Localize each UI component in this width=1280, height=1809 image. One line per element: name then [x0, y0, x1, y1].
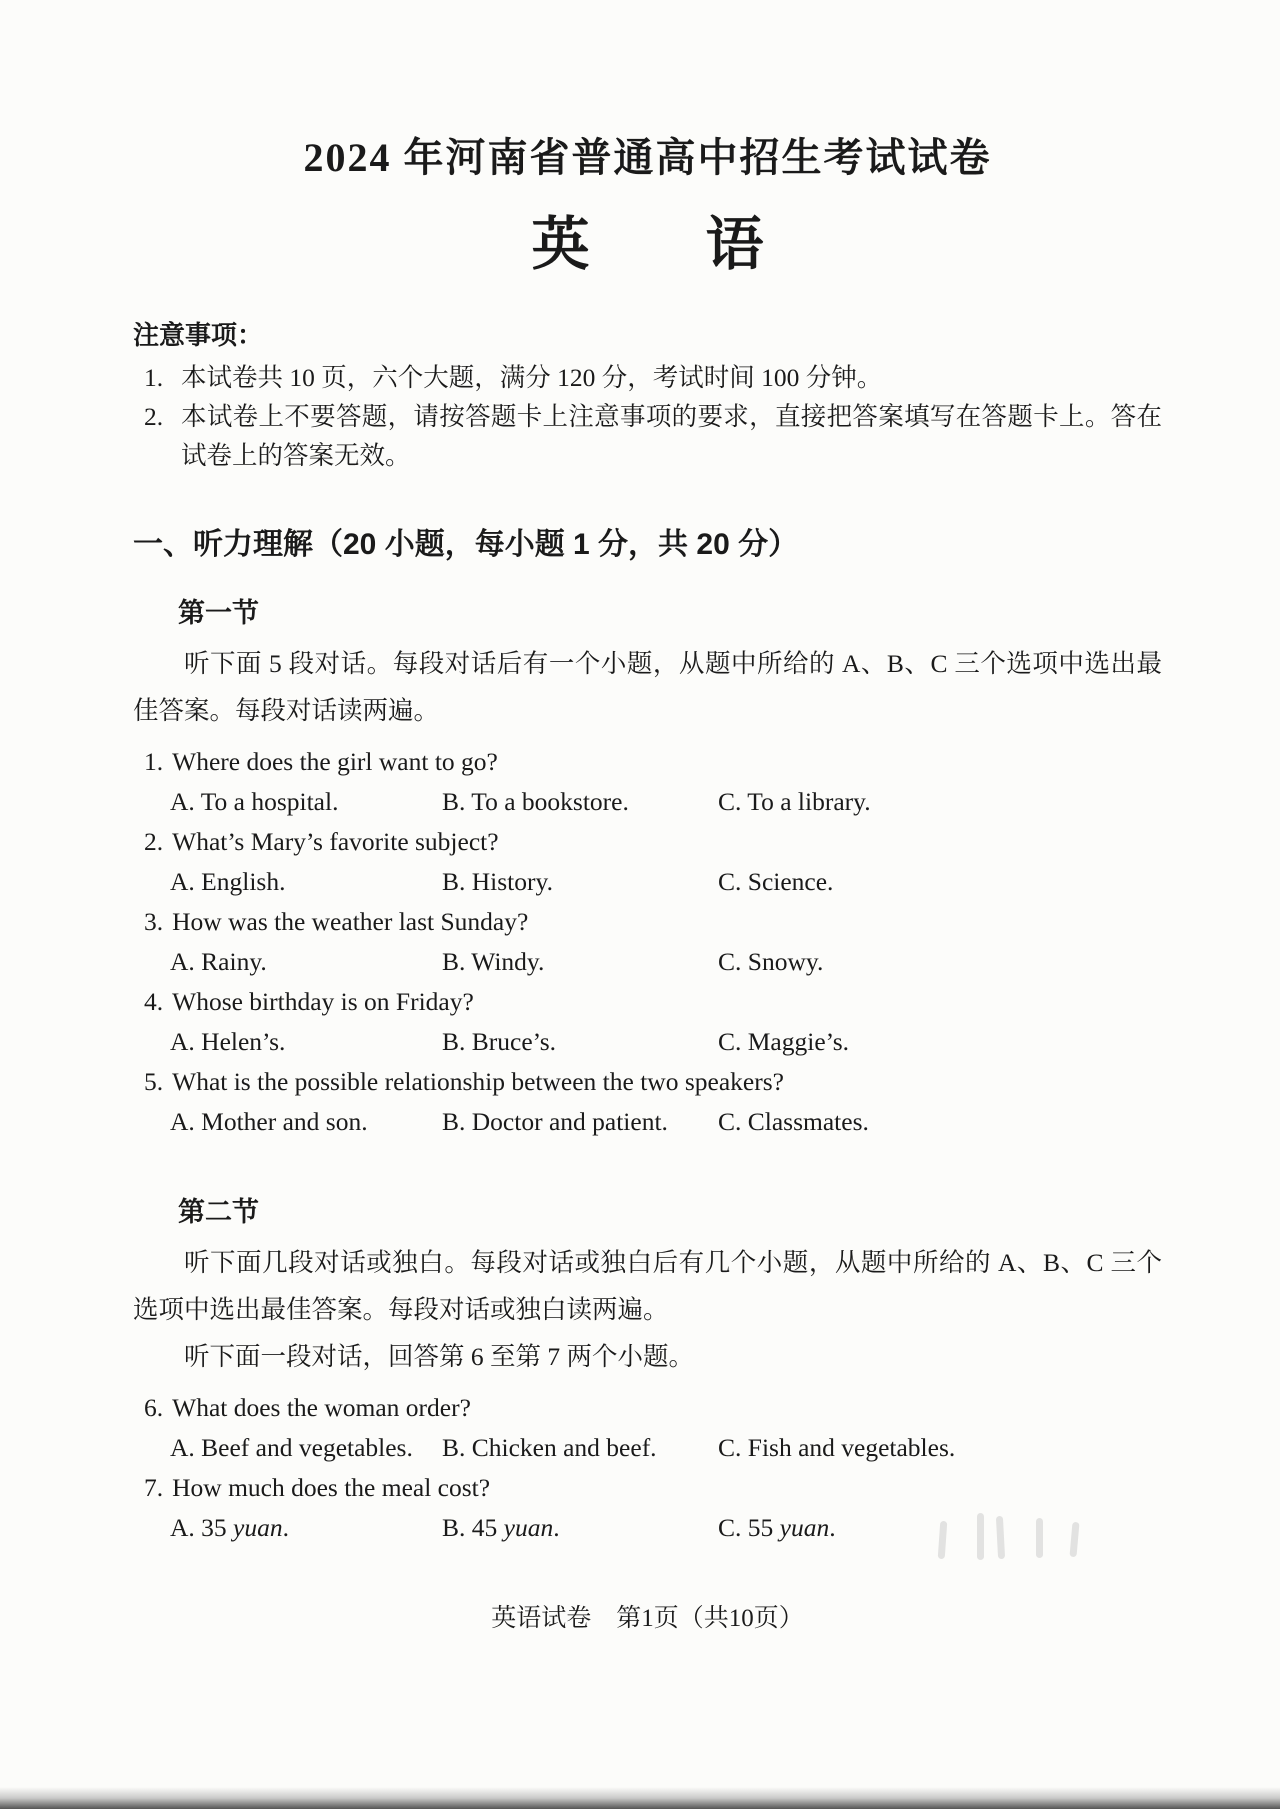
part-1-questions — [133, 742, 1162, 1142]
question-options — [133, 942, 1162, 982]
question-text: Whose birthday is on Friday? — [172, 987, 474, 1016]
notice-section — [133, 315, 1162, 475]
notice-text: 本试卷共 10 页，六个大题，满分 120 分，考试时间 100 分钟。 — [181, 363, 883, 392]
question-options — [133, 1102, 1162, 1142]
question-text: How was the weather last Sunday? — [172, 907, 529, 936]
question-number: 2. — [144, 827, 164, 856]
question-options — [133, 782, 1162, 822]
section-1-heading: 一、听力理解（20 小题，每小题 1 分，共 20 分） — [133, 528, 799, 561]
option-text-italic: yuan — [503, 1513, 554, 1542]
paper-subject: 英 语 — [531, 212, 764, 277]
option-a — [170, 1508, 442, 1548]
option-text-italic: yuan — [233, 1513, 283, 1542]
notice-number: 1. — [144, 363, 164, 392]
option-a: A. Mother and son. — [170, 1107, 368, 1136]
option-a: A. English. — [170, 867, 286, 896]
question-text: What does the woman order? — [172, 1393, 471, 1422]
question-line — [133, 1468, 1162, 1508]
question-options — [133, 1022, 1162, 1062]
question-options — [133, 862, 1162, 902]
question-line — [133, 822, 1162, 862]
option-a: A. Rainy. — [170, 947, 267, 976]
option-text-fragment: A. 35 — [170, 1513, 234, 1542]
part-2-questions — [133, 1388, 1162, 1548]
option-b: B. To a bookstore. — [442, 787, 629, 816]
question-text: Where does the girl want to go? — [172, 747, 498, 776]
option-text-fragment: C. 55 — [718, 1513, 780, 1542]
notice-item-2 — [133, 397, 1162, 475]
question-number: 5. — [144, 1067, 164, 1096]
notice-number: 2. — [144, 402, 164, 431]
question-number: 7. — [144, 1473, 164, 1502]
question-number: 3. — [144, 907, 164, 936]
question-text: What’s Mary’s favorite subject? — [172, 827, 499, 856]
option-a: A. Helen’s. — [170, 1027, 286, 1056]
question-1 — [133, 742, 1162, 822]
option-a: A. To a hospital. — [170, 787, 339, 816]
page-footer: 英语试卷 第1页（共10页） — [491, 1605, 804, 1632]
question-options — [133, 1508, 1162, 1548]
question-line — [133, 1388, 1162, 1428]
question-7 — [133, 1468, 1162, 1548]
question-number: 6. — [144, 1393, 164, 1422]
option-b: B. Doctor and patient. — [442, 1107, 668, 1136]
question-line — [133, 742, 1162, 782]
question-line — [133, 982, 1162, 1022]
option-c — [718, 1508, 1162, 1548]
question-6 — [133, 1388, 1162, 1468]
question-line — [133, 1062, 1162, 1102]
option-c: C. Classmates. — [718, 1107, 869, 1136]
option-c: C. Science. — [718, 867, 834, 896]
notice-item-1 — [133, 358, 1162, 397]
question-2 — [133, 822, 1162, 902]
notice-text: 本试卷上不要答题，请按答题卡上注意事项的要求，直接把答案填写在答题卡上。答在试卷上的答案无效。 — [181, 402, 1162, 470]
option-c: C. Fish and vegetables. — [718, 1433, 956, 1462]
part-1-heading: 第一节 — [178, 598, 259, 628]
paper-title: 2024 年河南省普通高中招生考试试卷 — [303, 135, 992, 180]
scan-bottom-edge-artifact — [0, 1787, 1280, 1809]
option-text-fragment: . — [282, 1513, 289, 1542]
part-1-instructions: 听下面 5 段对话。每段对话后有一个小题，从题中所给的 A、B、C 三个选项中选出最佳答案。每段对话读两遍。 — [133, 649, 1162, 725]
option-text-fragment: B. 45 — [442, 1513, 504, 1542]
question-5 — [133, 1062, 1162, 1142]
option-c: C. Maggie’s. — [718, 1027, 850, 1056]
part-2-heading: 第二节 — [178, 1197, 259, 1227]
option-b — [442, 1508, 718, 1548]
option-a: A. Beef and vegetables. — [170, 1433, 413, 1462]
option-c: C. To a library. — [718, 787, 871, 816]
option-b: B. Chicken and beef. — [442, 1433, 657, 1462]
question-number: 1. — [144, 747, 164, 776]
question-text: What is the possible relationship between the two speakers? — [172, 1067, 784, 1096]
option-text-fragment: . — [829, 1513, 836, 1542]
notice-heading: 注意事项： — [133, 320, 264, 350]
question-text: How much does the meal cost? — [172, 1473, 491, 1502]
option-b: B. History. — [442, 867, 553, 896]
option-c: C. Snowy. — [718, 947, 824, 976]
question-4 — [133, 982, 1162, 1062]
question-number: 4. — [144, 987, 164, 1016]
option-b: B. Bruce’s. — [442, 1027, 557, 1056]
part-2-instructions: 听下面几段对话或独白。每段对话或独白后有几个小题，从题中所给的 A、B、C 三个选项中选出最佳答案。每段对话或独白读两遍。 — [133, 1248, 1162, 1324]
option-text-fragment: . — [553, 1513, 560, 1542]
option-b: B. Windy. — [442, 947, 545, 976]
option-text-italic: yuan — [779, 1513, 830, 1542]
question-options — [133, 1428, 1162, 1468]
part-2-sub-instruction: 听下面一段对话，回答第 6 至第 7 两个小题。 — [184, 1342, 695, 1371]
question-3 — [133, 902, 1162, 982]
question-line — [133, 902, 1162, 942]
